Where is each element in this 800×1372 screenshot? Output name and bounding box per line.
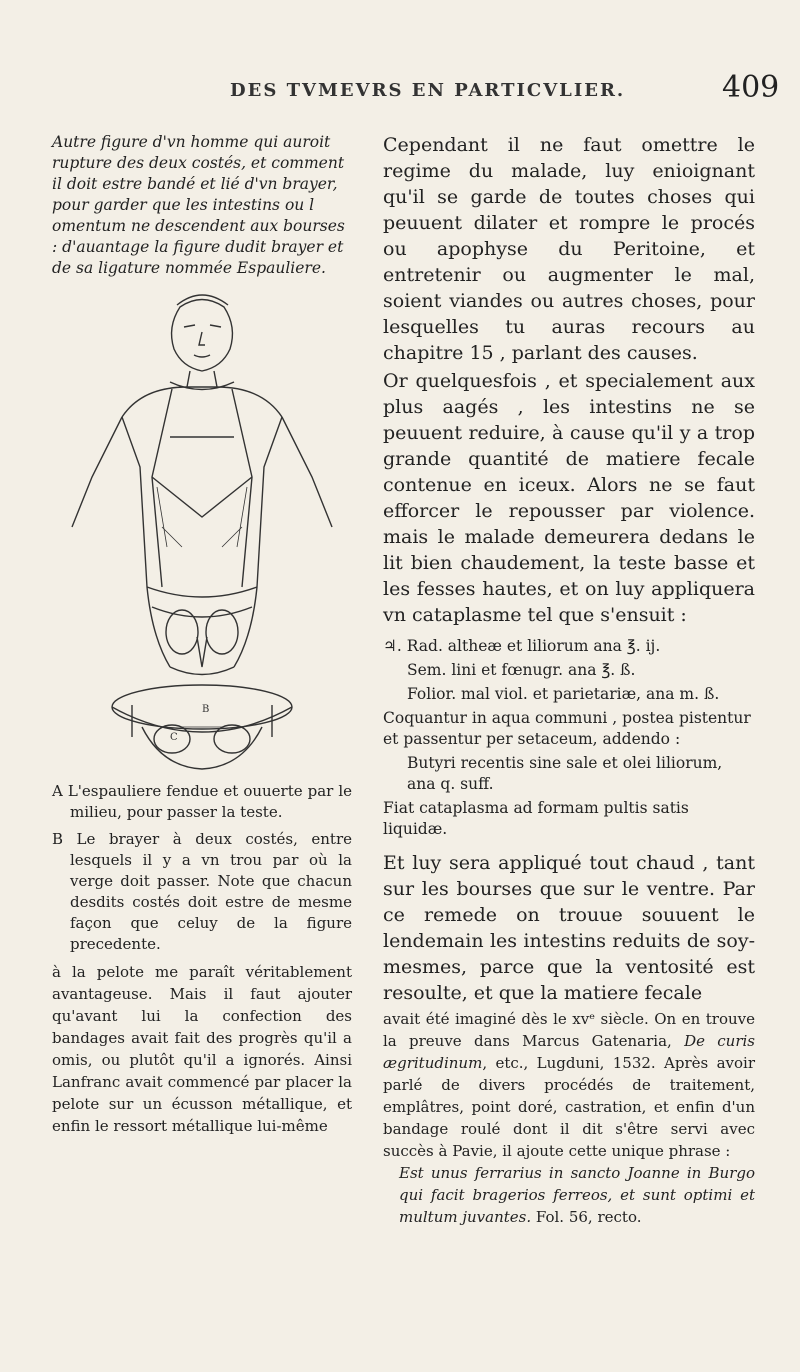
- recipe-line-2: Sem. lini et fœnugr. ana ℥. ß.: [407, 661, 636, 679]
- footnote-folio-ref: Fol. 56, recto.: [531, 1208, 642, 1226]
- page-number: 409: [722, 70, 780, 105]
- page-header: [0, 70, 800, 120]
- footnote-part-c: , etc., Lugduni, 1532. Après avoir parlé de divers procédés de traitement, emplâtres, point doré, castration, et enfin d'un bandage roulé dont il dit s'être servi avec succès à Pavie, il ajoute cette unique phrase :: [383, 1054, 755, 1160]
- main-text-continued: [383, 850, 755, 1006]
- footnote-book-title: De curis ægritudinum: [383, 1032, 755, 1072]
- left-column: [52, 132, 352, 1137]
- recipe-line-1: ♃. Rad. altheæ et liliorum ana ℥. ij.: [383, 637, 661, 655]
- paragraph-1: Cependant il ne faut omettre le regime du malade, luy enioignant qu'il se garde de toutes choses qui peuuent dilater et rompre le procés ou apophyse du Peritoine, et entretenir ou augmenter le mal, soient viandes ou autres choses, pour lesquelles tu auras recours au chapitre 15 , parlant des causes.: [383, 134, 755, 364]
- paragraph-3: Et luy sera appliqué tout chaud , tant sur les bourses que sur le ventre. Par ce remede on trouue souuent le lendemain les intestins reduits de soy-mesmes, parce que la ventosité est resoulte, et que la matiere fecale: [383, 852, 755, 1004]
- legend-item-a: A L'espauliere fendue et ouuerte par le milieu, pour passer la teste.: [52, 782, 352, 821]
- recipe-block: [383, 636, 755, 840]
- right-column: [383, 132, 755, 1228]
- footnote-quote-text: Est unus ferrarius in sancto Joanne in Burgo qui facit bragerios ferreos, et sunt optimi et multum juvantes.: [399, 1164, 755, 1226]
- svg-text:C: C: [170, 732, 178, 743]
- footnote-part-a: avait été imaginé dès le xvᵉ siècle. On en trouve la preuve dans Marcus Gatenaria,: [383, 1010, 755, 1050]
- right-footnote-text: [383, 1008, 755, 1162]
- recipe-line-4: Coquantur in aqua communi , postea pistentur et passentur per setaceum, addendo :: [383, 709, 751, 748]
- legend-item-b: B Le brayer à deux costés, entre lesquels il y a vn trou par où la verge doit passer. Note que chacun desdits costés doit estre de mesme façon que celuy de la figure precedente.: [52, 830, 352, 953]
- left-footnote: [52, 961, 352, 1137]
- recipe-line-5: Butyri recentis sine sale et olei liliorum, ana q. suff.: [407, 754, 723, 793]
- svg-text:B: B: [202, 704, 210, 715]
- figure-legend: [52, 781, 352, 955]
- truss-figure-illustration: [52, 287, 352, 781]
- footnote-latin-quote: [383, 1162, 755, 1228]
- running-head: DES TVMEVRS EN PARTICVLIER.: [230, 80, 626, 101]
- main-text: [383, 132, 755, 628]
- paragraph-2: Or quelquesfois , et specialement aux plus aagés , les intestins ne se peuuent reduire, à cause qu'il y a trop grande quantité de matiere fecale contenue en iceux. Alors ne se faut efforcer le repousser par violence. mais le malade demeurera dedans le lit bien chaudement, la teste basse et les fesses hautes, et on luy appliquera vn cataplasme tel que s'ensuit :: [383, 370, 755, 626]
- left-footnote-text: à la pelote me paraît véritablement avantageuse. Mais il faut ajouter qu'avant lui la confection des bandages avait fait des progrès qu'il a omis, ou plutôt qu'il a ignorés. Ainsi Lanfranc avait commencé par placer la pelote sur un écusson métallique, et enfin le ressort métallique lui-même: [52, 963, 352, 1135]
- recipe-line-3: Folior. mal viol. et parietariæ, ana m. ß.: [407, 685, 720, 703]
- recipe-line-6: Fiat cataplasma ad formam pultis satis liquidæ.: [383, 799, 689, 838]
- right-footnote: [383, 1008, 755, 1228]
- figure-caption: Autre figure d'vn homme qui auroit rupture des deux costés, et comment il doit estre bandé et lié d'vn brayer, pour garder que les intestins ou l omentum ne descendent aux bourses : d'auantage la figure dudit brayer et de sa ligature nommée Espauliere.: [52, 133, 345, 277]
- engraving-truss: [52, 287, 352, 777]
